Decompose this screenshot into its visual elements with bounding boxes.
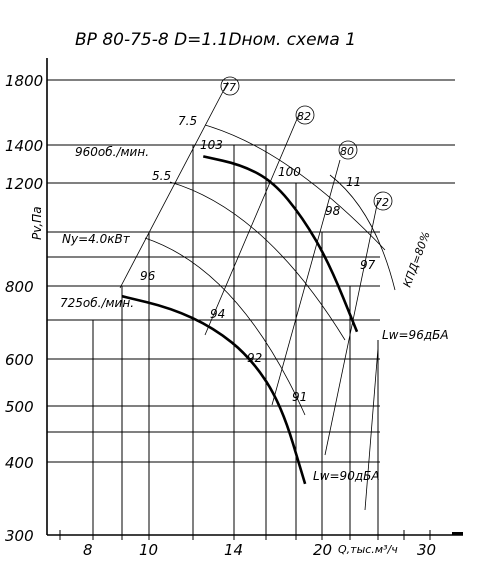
efficiency-rays	[120, 82, 378, 455]
noise-label: Lw=90дБА	[313, 469, 380, 483]
y-tick-label: 300	[5, 527, 34, 545]
x-tick-label: 8	[83, 541, 93, 559]
y-tick-labels	[5, 72, 43, 545]
kpd-label: КПД=80%	[400, 229, 433, 290]
eff-label: 97	[360, 258, 376, 272]
efficiency-circles	[221, 77, 392, 210]
series-label-960: 960об./мин.	[75, 145, 150, 159]
power-label: Ny=4.0кВт	[62, 232, 130, 246]
ray-72	[325, 200, 378, 455]
y-tick-label: 1800	[5, 72, 44, 90]
y-axis-label: Pv,Па	[30, 206, 44, 240]
y-tick-label: 600	[5, 351, 34, 369]
noise-line-96	[365, 348, 378, 510]
arc-4.0	[145, 238, 308, 415]
eff-circle-label: 72	[375, 196, 389, 209]
axis-end-mark	[452, 532, 463, 535]
eff-circle-label: 82	[297, 110, 311, 123]
y-tick-label: 400	[5, 454, 34, 472]
noise-label: Lw=96дБА	[382, 328, 449, 342]
eff-label: 94	[210, 307, 226, 321]
ray-80	[272, 160, 340, 405]
power-label: 7.5	[178, 114, 198, 128]
eff-label: 98	[325, 204, 341, 218]
eff-circle-label: 77	[222, 81, 236, 94]
series-label-725: 725об./мин.	[60, 296, 135, 310]
x-tick-label: 10	[139, 541, 159, 559]
horizontal-grid	[47, 80, 455, 462]
eff-label: 96	[140, 269, 156, 283]
x-tick-label: 30	[417, 541, 437, 559]
arc-5.5	[170, 182, 345, 340]
power-label: 11	[346, 175, 362, 189]
y-tick-label: 1200	[5, 175, 44, 193]
x-axis-label: Q,тыс.м³/ч	[338, 543, 398, 556]
chart-title: ВР 80-75-8 D=1.1Dном. схема 1	[75, 30, 357, 50]
eff-label: 92	[247, 351, 263, 365]
eff-label: 91	[292, 390, 308, 404]
y-tick-label: 800	[5, 278, 34, 296]
x-tick-label: 20	[313, 541, 333, 559]
eff-label: 100	[278, 165, 301, 179]
y-tick-label: 1400	[5, 137, 44, 155]
power-label: 5.5	[152, 169, 172, 183]
x-tick-label: 14	[224, 541, 244, 559]
y-tick-label: 500	[5, 398, 34, 416]
eff-circle-label: 80	[340, 145, 354, 158]
efficiency-labels	[140, 138, 376, 404]
eff-label: 103	[200, 138, 223, 152]
